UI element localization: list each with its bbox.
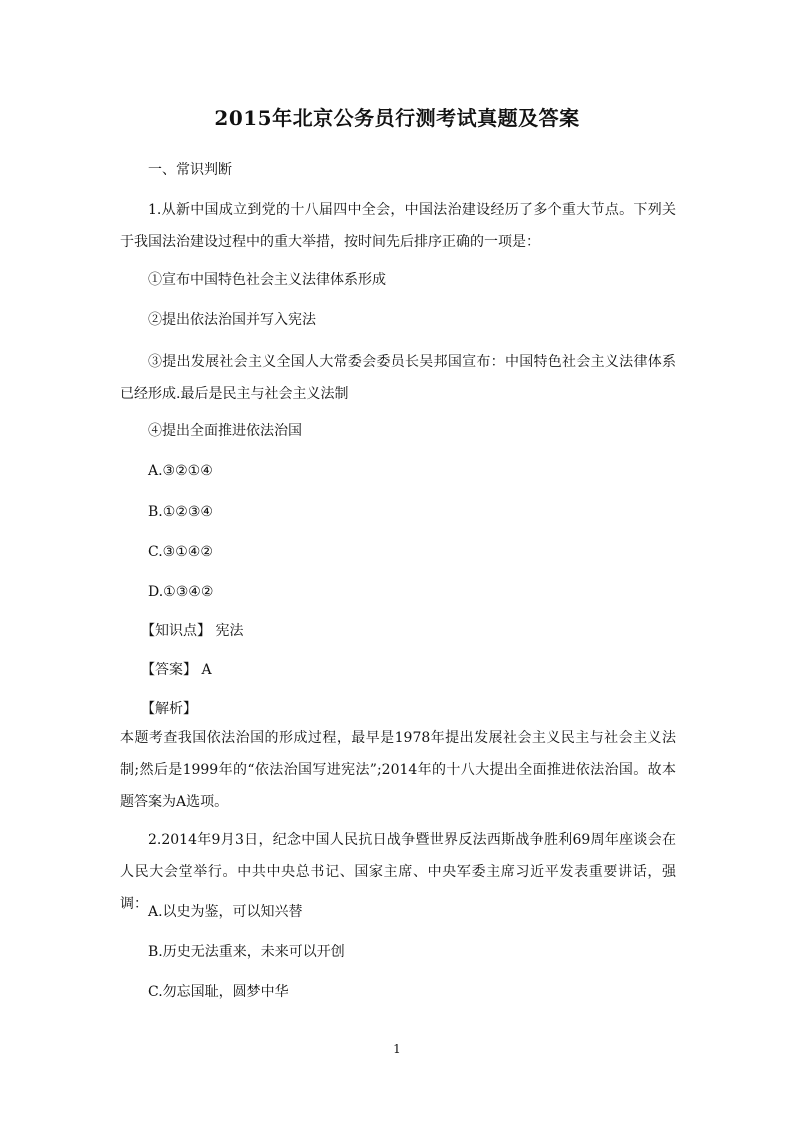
question-2-option-a: A.以史为鉴，可以知兴替	[148, 904, 303, 920]
question-1-item: ④提出全面推进依法治国	[148, 423, 302, 439]
question-1-analysis: 本题考查我国依法治国的形成过程，最早是1978年提出发展社会主义民主与社会主义法制;然后是1999年的“依法治国写进宪法”;2014年的十八大提出全面推进依法治国。故本题答案为A选项。	[120, 730, 676, 810]
question-1-option-b: B.①②③④	[148, 504, 213, 520]
question-1-item: ③提出发展社会主义全国人大常委会委员长吴邦国宣布：中国特色社会主义法律体系已经形成.最后是民主与社会主义法制	[120, 354, 676, 402]
question-2-option-b: B.历史无法重来，未来可以开创	[148, 944, 345, 960]
question-2-stem: 2.2014年9月3日，纪念中国人民抗日战争暨世界反法西斯战争胜利69周年座谈会在人民大会堂举行。中共中央总书记、国家主席、中央军委主席习近平发表重要讲话，强调：	[120, 832, 676, 912]
question-1-item: ②提出依法治国并写入宪法	[148, 312, 316, 328]
question-2-option-c: C.勿忘国耻，圆梦中华	[148, 984, 289, 1000]
section-heading: 一、常识判断	[148, 162, 232, 178]
question-1-option-a: A.③②①④	[148, 463, 213, 479]
question-1-analysis-label: 【解析】	[141, 701, 197, 717]
question-1-stem: 1.从新中国成立到党的十八届四中全会，中国法治建设经历了多个重大节点。下列关于我国法治建设过程中的重大举措，按时间先后排序正确的一项是：	[120, 202, 676, 250]
question-1-answer: 【答案】 A	[141, 662, 212, 678]
question-1-option-c: C.③①④②	[148, 544, 213, 560]
document-title: 2015年北京公务员行测考试真题及答案	[214, 106, 580, 130]
question-1-option-d: D.①③④②	[148, 584, 214, 600]
question-1-item: ①宣布中国特色社会主义法律体系形成	[148, 272, 386, 288]
question-1-knowledge-point: 【知识点】 宪法	[141, 623, 244, 639]
page-number: 1	[393, 1042, 401, 1056]
